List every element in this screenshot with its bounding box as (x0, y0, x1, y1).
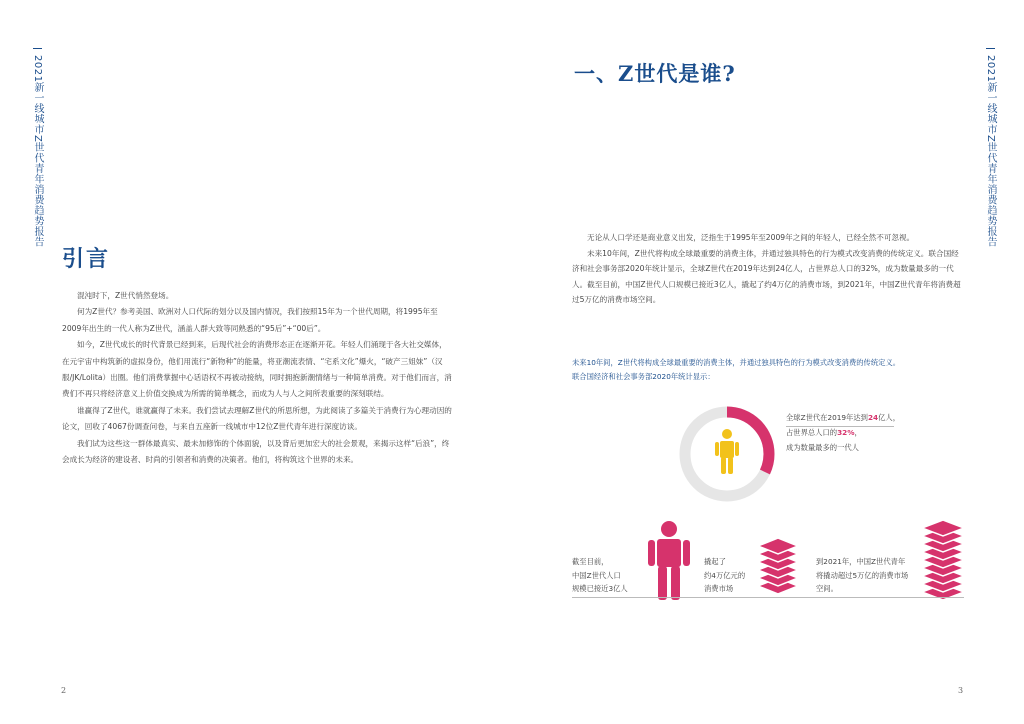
donut-caption-line: 占世界总人口的32%， (786, 428, 862, 437)
caption-rule (786, 426, 894, 427)
infographic-baseline (572, 597, 964, 598)
coin-stack-large-icon (920, 512, 966, 602)
highlight-line: 联合国经济和社会事务部2020年统计显示： (572, 372, 715, 381)
page-number-left: 2 (61, 686, 67, 695)
donut-caption (786, 410, 936, 455)
coin-stack-small-icon (756, 532, 800, 596)
highlight-line: 未来10年间，Z世代将构成全球最重要的消费主体，并通过独具特色的行为模式改变消费的传统定义。 (572, 358, 901, 367)
intro-paragraph: 如今，Z世代成长的时代背景已经到来，后现代社会的消费形态正在逐渐开花。年轻人们涌现于各大社交媒体，在元宇宙中构筑新的虚拟身份，他们用流行“新物种”的能量，将亚潮流表情、“宅系文化”爆火，“破产三姐妹”（汉服/JK/Lolita）出圈。他们消费掌握中心话语权不再被动接纳，同时拥抱新潮情绪与一种简单消费。对于他们而言，消费们不再只将经济意义上价值交换成为所需的简单概念，而成为人与人之间所表重要的深刻联结。 (62, 340, 452, 399)
intro-paragraph: 混沌时下，Z世代悄然登场。 (77, 291, 174, 300)
running-head-rule-left (33, 48, 42, 49)
intro-title: 引言 (62, 246, 111, 272)
population-share-donut (677, 404, 777, 504)
donut-caption-line: 成为数量最多的一代人 (786, 443, 859, 452)
section-paragraph: 无论从人口学还是商业意义出发，泛指生于1995年至2009年之间的年轻人，已经全然不可忽视。 (587, 233, 915, 242)
running-head-right: 2021新一线城市Z世代青年消费趋势报告 (985, 55, 996, 248)
person-icon (715, 429, 739, 474)
intro-paragraph: 谁赢得了Z世代，谁就赢得了未来。我们尝试去理解Z世代的所思所想，为此阅读了多篇关于消费行为心理动因的论文，回收了4067份调查问卷，与来自五座新一线城市中12位Z世代青年进行深度访谈。 (62, 405, 452, 432)
section-title: 一、Z世代是谁? (574, 61, 736, 86)
donut-caption-line: 全球Z世代在2019年达到24亿人， (786, 413, 900, 422)
highlight-note (572, 356, 962, 384)
intro-paragraph: 我们试为这些这一群体最真实、最未加修饰的个体面貌，以及背后更加宏大的社会景观，来揭示这样“后浪”，终会成长为经济的建设者、时尚的引领者和消费的决策者。他们，将构筑这个世界的未来。 (62, 438, 450, 465)
running-head-rule-right (986, 48, 995, 49)
page-number-right: 3 (958, 686, 964, 695)
running-head-left: 2021新一线城市Z世代青年消费趋势报告 (32, 55, 43, 248)
stat-market-size: 撬起了 约4万亿元的 消费市场 (704, 557, 746, 593)
intro-body (62, 288, 452, 468)
section-paragraph: 未来10年间，Z世代将构成全球最重要的消费主体，并通过独具特色的行为模式改变消费的传统定义。联合国经济和社会事务部2020年统计显示，全球Z世代在2019年达到24亿人，占世界总人口的32%，成为数量最多的一代人。截至目前，中国Z世代人口规模已接近3亿人，撬起了约4万亿的消费市场，到2021年，中国Z世代青年将消费超过5万亿的消费市场空间。 (572, 248, 961, 304)
intro-paragraph: 何为Z世代？参考美国、欧洲对人口代际的划分以及国内情况，我们按照15年为一个世代周期，将1995年至2009年出生的一代人称为Z世代，涵盖人群大致等同熟悉的“95后”+“00后”。 (62, 307, 438, 333)
person-pink-icon (644, 520, 694, 602)
section-body (572, 230, 964, 308)
stat-future-market: 到2021年，中国Z世代青年 将撬动超过5万亿的消费市场 空间。 (816, 557, 909, 593)
stat-china-population: 截至目前， 中国Z世代人口 规模已接近3亿人 (572, 557, 628, 593)
